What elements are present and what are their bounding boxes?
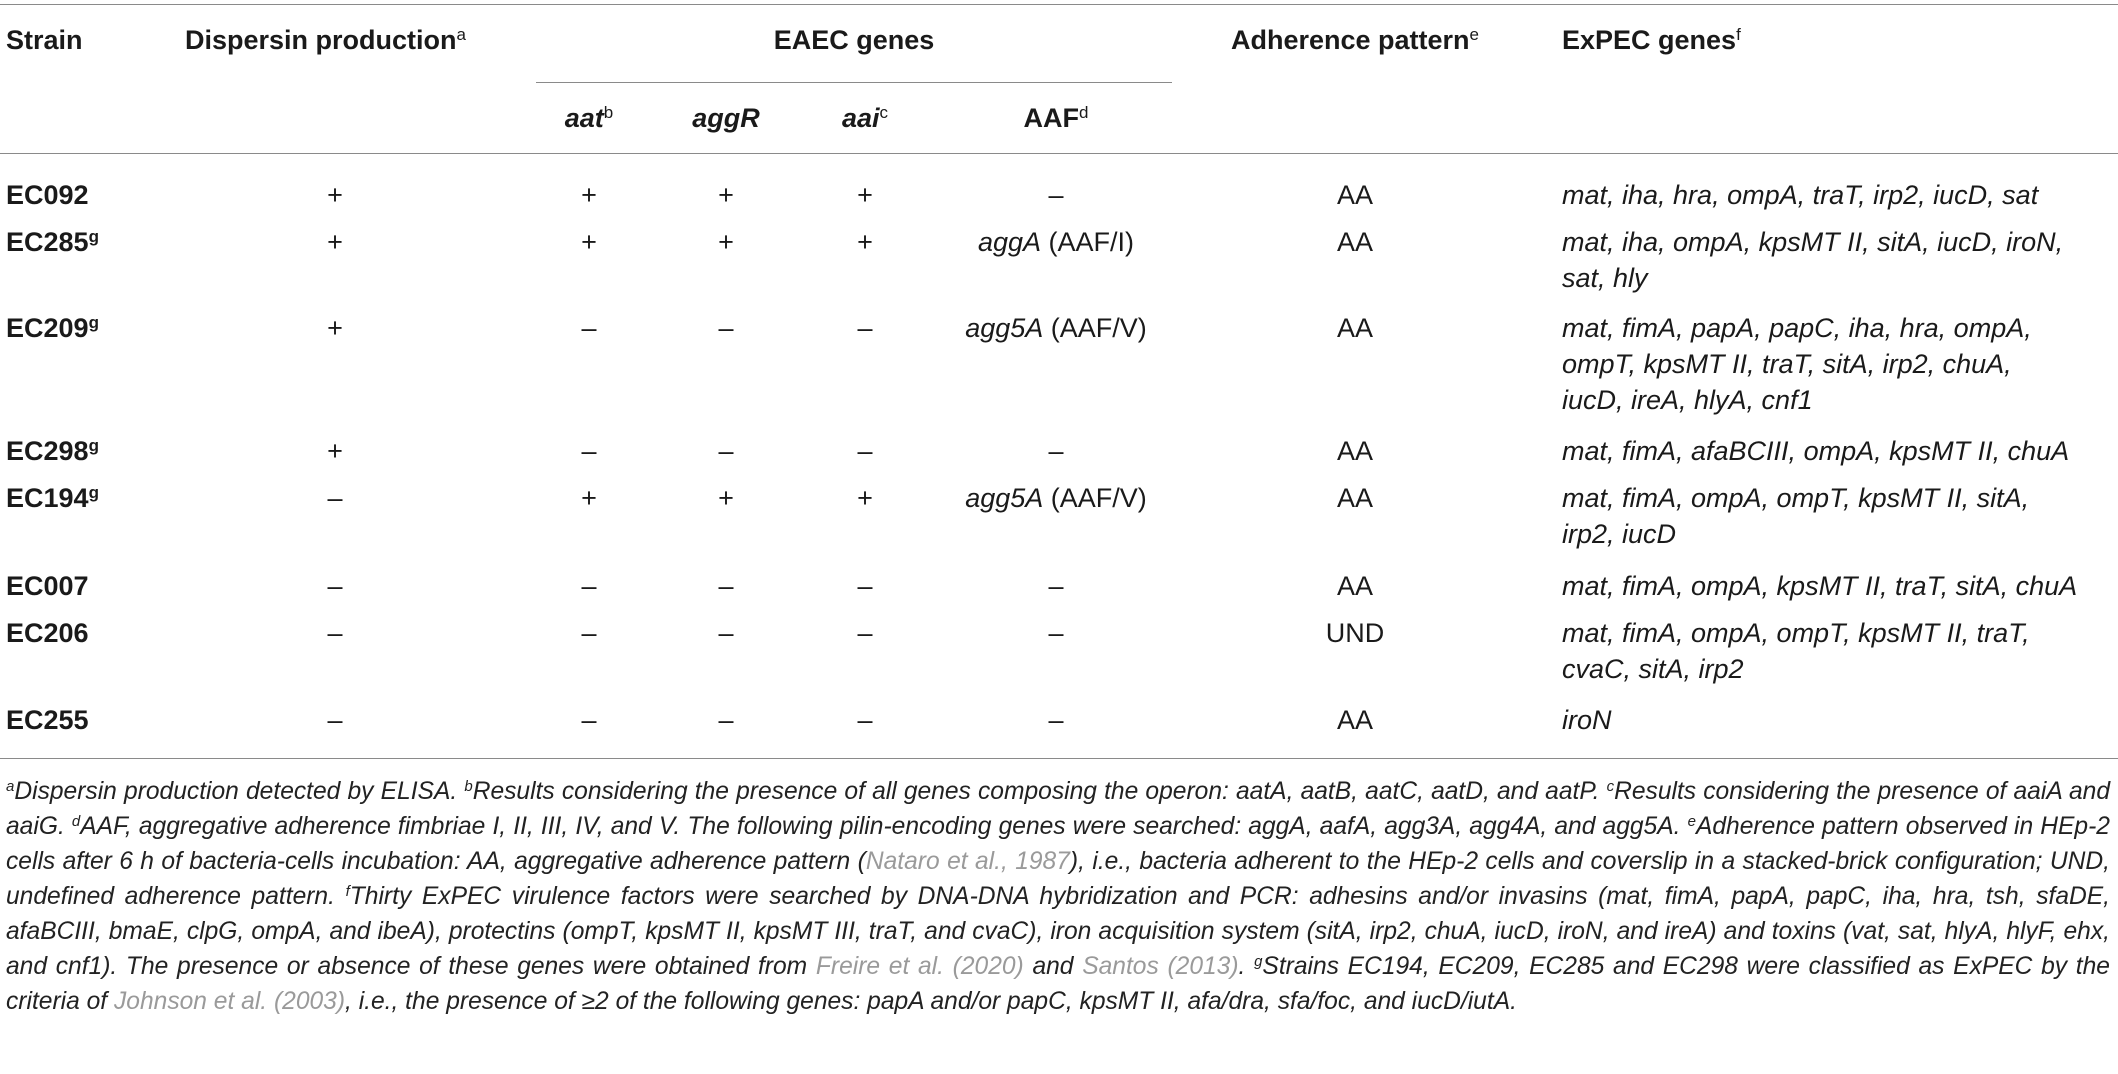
header-dispersin-production <box>185 22 466 58</box>
aaf-type: – <box>1048 571 1064 601</box>
header-aai <box>812 100 918 136</box>
strain-id: EC285 <box>6 227 89 257</box>
strain-cell <box>6 702 89 738</box>
adherence-cell: AA <box>1336 180 1374 210</box>
strain-cell <box>6 433 99 469</box>
footnote-g-continued: , i.e., the presence of ≥2 of the following genes: papA and/or papC, kpsMT II, afa/dra, sfa/foc, and iucD/iutA. <box>345 988 1517 1015</box>
genes-line: mat, fimA, ompA, kpsMT II, traT, sitA, chuA <box>1562 571 2078 601</box>
strain-id: EC209 <box>6 313 89 343</box>
dispersin-cell: + <box>327 180 343 210</box>
strain-id: EC206 <box>6 618 89 648</box>
header-adherence-pattern <box>1200 22 1510 58</box>
adherence-cell: AA <box>1336 313 1374 343</box>
strain-cell <box>6 568 89 604</box>
dispersin-cell: – <box>327 705 343 735</box>
aaf-type: (AAF/V) <box>1043 483 1147 513</box>
strain-footnote-marker: g <box>88 227 99 246</box>
header-aat <box>536 100 642 136</box>
footnote-f-and: and <box>1023 953 1083 980</box>
strain-footnote-marker: g <box>88 483 99 502</box>
dispersin-cell: + <box>327 436 343 466</box>
header-aat-label: aat <box>564 103 604 133</box>
expec-genes-cell <box>1562 480 2118 552</box>
genes-line: sat, hly <box>1562 263 1648 293</box>
strain-id: EC255 <box>6 705 89 735</box>
citation-link-freire[interactable]: Freire et al. (2020) <box>815 953 1024 980</box>
aaf-type: (AAF/V) <box>1043 313 1147 343</box>
genes-line: mat, fimA, afaBCIII, ompA, kpsMT II, chuA <box>1562 436 2070 466</box>
strain-cell <box>6 177 89 213</box>
strain-id: EC092 <box>6 180 89 210</box>
aai-cell: + <box>857 483 873 513</box>
footnote-b-marker: b <box>464 778 473 795</box>
aat-cell: – <box>581 618 597 648</box>
footnote-marker-d: d <box>1079 103 1089 122</box>
footnote-f-end: . <box>1238 953 1255 980</box>
footnote-c: Results considering the presence of aaiA and aaiG. <box>6 778 2110 840</box>
adherence-cell: AA <box>1336 483 1374 513</box>
aai-cell: – <box>857 436 873 466</box>
aaf-cell <box>956 433 1156 469</box>
expec-genes-cell <box>1562 433 2118 469</box>
aaf-gene: agg5A <box>965 313 1044 343</box>
footnote-f: Thirty ExPEC virulence factors were searched by DNA-DNA hybridization and PCR: adhesins and/or invasins (mat, fimA, papA, papC, iha, hra, tsh, sfaDE, afaBCIII, bmaE, clpG, ompA, and ibeA), protectins (ompT, kpsMT II, kpsMT III, traT, and cvaC), iron acquisition system (sitA, irp2, chuA, iucD, iroN, and ireA) and toxins (vat, sat, hlyA, hlyF, ehx, and cnf1). The presence or absence of these genes were obtained from <box>6 883 2110 980</box>
footnote-e-continued: ), i.e., bacteria adherent to the HEp-2 cells and coverslip in a stacked-brick configuration; UND, undefined adherence pattern. <box>6 848 2111 910</box>
genes-line: iucD, ireA, hlyA, cnf1 <box>1562 385 1813 415</box>
aai-cell: + <box>857 227 873 257</box>
aggr-cell: + <box>718 180 734 210</box>
genes-line: mat, fimA, ompA, ompT, kpsMT II, sitA, <box>1562 483 2030 513</box>
adherence-cell: UND <box>1325 618 1385 648</box>
header-strain: Strain <box>6 25 83 55</box>
header-adherence-label: Adherence pattern <box>1230 25 1470 55</box>
expec-genes-cell <box>1562 224 2118 296</box>
aaf-cell <box>936 224 1176 260</box>
footnote-marker-b: b <box>603 103 614 122</box>
footnote-e-marker: e <box>1687 813 1696 830</box>
strain-cell <box>6 480 99 516</box>
strain-id: EC007 <box>6 571 89 601</box>
aai-cell: – <box>857 571 873 601</box>
footnote-b: Results considering the presence of all genes composing the operon: aatA, aatB, aatC, aatD, and aatP. <box>472 778 1607 805</box>
strain-id: EC298 <box>6 436 89 466</box>
footnote-d: AAF, aggregative adherence fimbriae I, II, III, IV, and V. The following pilin-encoding genes were searched: aggA, aafA, agg3A, agg4A, and agg5A. <box>80 813 1688 840</box>
aat-cell: + <box>581 227 597 257</box>
adherence-cell: AA <box>1336 436 1374 466</box>
expec-genes-cell <box>1562 568 2118 604</box>
genes-line: mat, fimA, ompA, ompT, kpsMT II, traT, <box>1562 618 2030 648</box>
header-expec-genes <box>1562 22 1741 58</box>
aat-cell: + <box>581 180 597 210</box>
strain-footnote-marker: g <box>88 313 99 332</box>
header-bottom-rule <box>0 153 2118 154</box>
genes-line: mat, iha, hra, ompA, traT, irp2, iucD, sat <box>1562 180 2039 210</box>
aat-cell: – <box>581 313 597 343</box>
adherence-cell: AA <box>1336 571 1374 601</box>
header-expec-label: ExPEC genes <box>1562 25 1737 55</box>
footnote-c-marker: c <box>1606 778 1615 795</box>
genes-line: mat, iha, ompA, kpsMT II, sitA, iucD, iroN, <box>1562 227 2064 257</box>
aaf-cell <box>936 310 1176 346</box>
genes-line: irp2, iucD <box>1562 519 1677 549</box>
header-eaec-genes: EAEC genes <box>773 25 935 55</box>
aggr-cell: – <box>718 571 734 601</box>
footnote-marker-c: c <box>879 103 889 122</box>
adherence-cell: AA <box>1336 705 1374 735</box>
aggr-cell: – <box>718 313 734 343</box>
strain-id: EC194 <box>6 483 89 513</box>
aai-cell: + <box>857 180 873 210</box>
aggr-cell: + <box>718 227 734 257</box>
genes-line: ompT, kpsMT II, traT, sitA, irp2, chuA, <box>1562 349 2012 379</box>
table-bottom-rule <box>0 758 2118 759</box>
footnote-marker-f: f <box>1736 25 1741 44</box>
dispersin-cell: + <box>327 313 343 343</box>
header-dispersin-label: Dispersin production <box>185 25 457 55</box>
aaf-cell <box>936 480 1176 516</box>
dispersin-cell: – <box>327 483 343 513</box>
aaf-cell <box>956 568 1156 604</box>
strain-cell <box>6 310 99 346</box>
expec-genes-cell <box>1562 177 2118 213</box>
eaec-group-rule <box>536 82 1172 83</box>
footnote-g: Strains EC194, EC209, EC285 and EC298 were classified as ExPEC by the criteria of <box>6 953 2110 1015</box>
aaf-gene: aggA <box>977 227 1042 257</box>
expec-genes-cell <box>1562 310 2118 418</box>
dispersin-cell: – <box>327 618 343 648</box>
aai-cell: – <box>857 618 873 648</box>
strain-footnote-marker: g <box>88 436 99 455</box>
aaf-cell <box>956 615 1156 651</box>
aai-cell: – <box>857 705 873 735</box>
footnote-d-marker: d <box>71 813 81 830</box>
aaf-type: – <box>1048 618 1064 648</box>
aaf-cell <box>956 177 1156 213</box>
adherence-cell: AA <box>1336 227 1374 257</box>
citation-link-santos[interactable]: Santos (2013) <box>1082 953 1239 980</box>
footnote-g-marker: g <box>1254 953 1263 970</box>
aaf-gene: agg5A <box>965 483 1044 513</box>
footnote-marker-a: a <box>456 25 466 44</box>
aggr-cell: – <box>718 618 734 648</box>
header-aai-label: aai <box>841 103 880 133</box>
aat-cell: – <box>581 436 597 466</box>
citation-link-nataro[interactable]: Nataro et al., 1987 <box>865 848 1070 875</box>
aggr-cell: + <box>718 483 734 513</box>
genes-line: iroN <box>1562 705 1612 735</box>
genes-line: mat, fimA, papA, papC, iha, hra, ompA, <box>1562 313 2032 343</box>
header-aaf-label: AAF <box>1023 103 1080 133</box>
aat-cell: + <box>581 483 597 513</box>
dispersin-cell: – <box>327 571 343 601</box>
header-aggr: aggR <box>692 103 760 133</box>
expec-genes-cell <box>1562 615 2118 687</box>
aaf-type: – <box>1048 180 1064 210</box>
citation-link-johnson[interactable]: Johnson et al. (2003) <box>113 988 346 1015</box>
aaf-type: (AAF/I) <box>1041 227 1135 257</box>
expec-genes-cell <box>1562 702 2118 738</box>
footnote-marker-e: e <box>1469 25 1480 44</box>
strain-cell <box>6 615 89 651</box>
dispersin-cell: + <box>327 227 343 257</box>
footnote-a-marker: a <box>6 778 15 795</box>
aai-cell: – <box>857 313 873 343</box>
footnote-a: Dispersin production detected by ELISA. <box>14 778 465 805</box>
strain-cell <box>6 224 99 260</box>
genes-line: cvaC, sitA, irp2 <box>1562 654 1744 684</box>
aaf-type: – <box>1048 705 1064 735</box>
table-footnotes <box>6 774 2110 1019</box>
aggr-cell: – <box>718 705 734 735</box>
aaf-type: – <box>1048 436 1064 466</box>
aat-cell: – <box>581 705 597 735</box>
header-aaf <box>956 100 1156 136</box>
aggr-cell: – <box>718 436 734 466</box>
aat-cell: – <box>581 571 597 601</box>
aaf-cell <box>956 702 1156 738</box>
table-top-rule <box>0 4 2118 5</box>
footnote-e: Adherence pattern observed in HEp-2 cells after 6 h of bacteria-cells incubation: AA, aggregative adherence pattern ( <box>6 813 2110 875</box>
footnote-f-marker: f <box>345 883 350 900</box>
